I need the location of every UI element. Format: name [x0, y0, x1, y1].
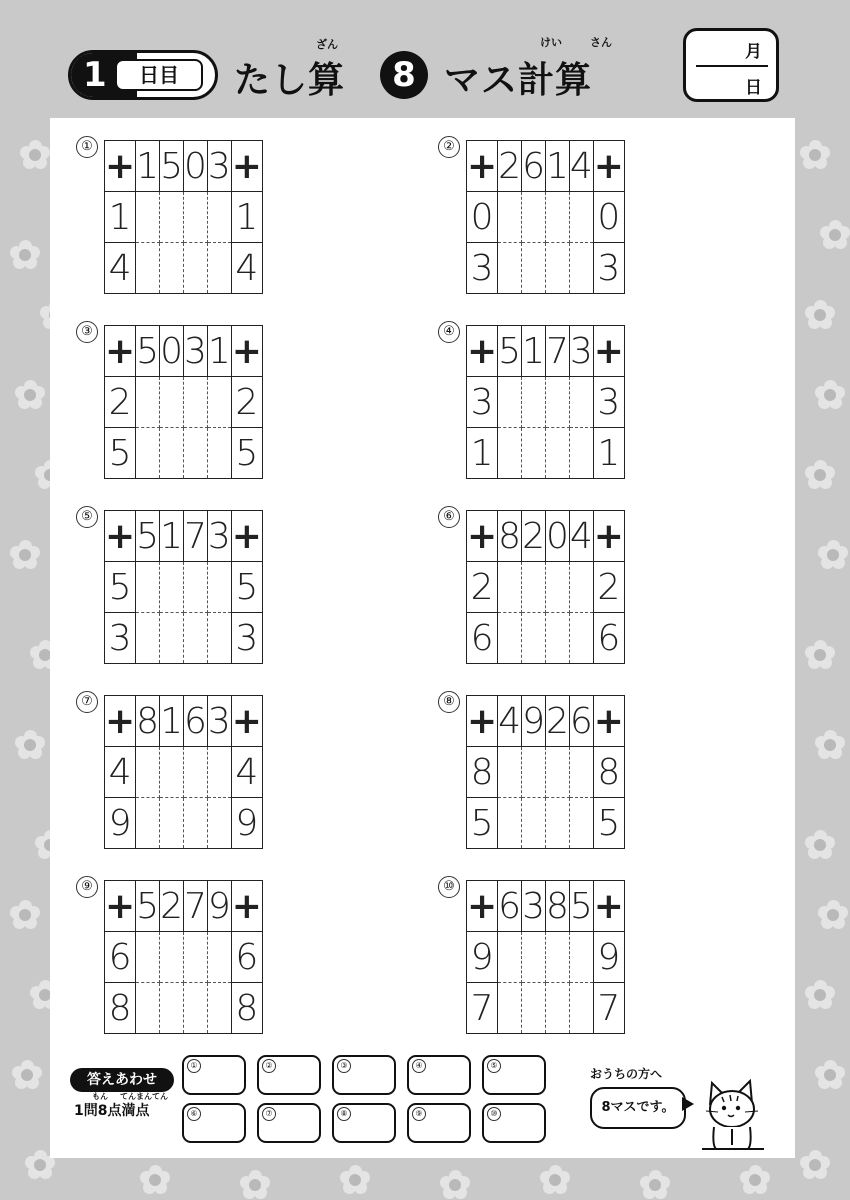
plus-sign: + [467, 881, 498, 932]
top-number: 7 [545, 326, 569, 377]
top-number: 3 [207, 511, 231, 562]
answer-cell[interactable] [522, 798, 546, 849]
flower-icon [540, 1165, 570, 1195]
answer-cell[interactable] [522, 192, 546, 243]
top-number: 1 [545, 141, 569, 192]
addition-grid [104, 510, 263, 664]
right-number: 3 [593, 377, 624, 428]
answer-cell[interactable] [207, 428, 231, 479]
answer-cell[interactable] [498, 562, 522, 613]
problem-number: ⑥ [438, 506, 460, 528]
right-number: 6 [593, 613, 624, 664]
answer-cell[interactable] [522, 377, 546, 428]
left-number: 0 [467, 192, 498, 243]
addition-grid [104, 880, 263, 1034]
top-number: 2 [522, 511, 546, 562]
left-number: 5 [105, 428, 136, 479]
right-number: 9 [231, 798, 262, 849]
flower-icon [340, 1165, 370, 1195]
plus-sign: + [231, 326, 262, 377]
left-number: 8 [467, 747, 498, 798]
plus-sign: + [105, 141, 136, 192]
plus-sign: + [105, 881, 136, 932]
score-box-number: ④ [412, 1059, 426, 1073]
answer-cell[interactable] [207, 613, 231, 664]
top-number: 1 [136, 141, 160, 192]
answer-cell[interactable] [522, 983, 546, 1034]
problem-number: ③ [76, 321, 98, 343]
answer-cell[interactable] [569, 613, 593, 664]
left-number: 4 [105, 243, 136, 294]
problem-number: ⑨ [76, 876, 98, 898]
title-ruby-2: さん [590, 36, 612, 49]
top-number: 4 [569, 511, 593, 562]
top-number: 6 [498, 881, 522, 932]
right-number: 4 [231, 243, 262, 294]
addition-grid [466, 695, 625, 849]
flower-icon [640, 1170, 670, 1200]
right-number: 5 [593, 798, 624, 849]
answer-cell[interactable] [569, 798, 593, 849]
top-number: 3 [522, 881, 546, 932]
flower-icon [240, 1170, 270, 1200]
problem-number: ① [76, 136, 98, 158]
answer-cell[interactable] [183, 243, 207, 294]
top-number: 3 [183, 326, 207, 377]
top-number: 0 [545, 511, 569, 562]
answer-cell[interactable] [569, 192, 593, 243]
plus-sign: + [467, 511, 498, 562]
plus-sign: + [467, 696, 498, 747]
answer-cell[interactable] [498, 428, 522, 479]
flower-icon [20, 140, 50, 170]
top-number: 5 [498, 326, 522, 377]
title-ruby-1: けい [540, 36, 562, 49]
flower-icon [10, 540, 40, 570]
left-number: 2 [105, 377, 136, 428]
answer-cell[interactable] [207, 932, 231, 983]
score-box-number: ⑦ [262, 1107, 276, 1121]
right-number: 8 [231, 983, 262, 1034]
flower-icon [805, 830, 835, 860]
answer-cell[interactable] [545, 192, 569, 243]
plus-sign: + [231, 696, 262, 747]
flower-icon [815, 730, 845, 760]
answer-cell[interactable] [522, 428, 546, 479]
flower-icon [818, 540, 848, 570]
answer-cell[interactable] [183, 747, 207, 798]
flower-icon [800, 1150, 830, 1180]
top-number: 9 [522, 696, 546, 747]
addition-grid [466, 325, 625, 479]
answer-cell[interactable] [160, 747, 184, 798]
day-indicator [68, 50, 218, 100]
plus-sign: + [593, 511, 624, 562]
top-number: 3 [569, 326, 593, 377]
answer-cell[interactable] [545, 983, 569, 1034]
right-number: 4 [231, 747, 262, 798]
plus-sign: + [593, 696, 624, 747]
problem-number: ⑧ [438, 691, 460, 713]
top-number: 3 [207, 696, 231, 747]
left-number: 6 [467, 613, 498, 664]
answer-cell[interactable] [160, 377, 184, 428]
answer-cell[interactable] [498, 932, 522, 983]
flower-icon [805, 980, 835, 1010]
flower-icon [15, 730, 45, 760]
left-number: 1 [467, 428, 498, 479]
top-number: 1 [522, 326, 546, 377]
problem-number: ⑦ [76, 691, 98, 713]
answer-cell[interactable] [136, 562, 160, 613]
top-number: 8 [136, 696, 160, 747]
score-box-number: ⑧ [337, 1107, 351, 1121]
top-number: 8 [498, 511, 522, 562]
score-box[interactable] [182, 1055, 246, 1095]
addition-grid [104, 325, 263, 479]
subject-title: たし算 [234, 60, 346, 101]
flower-icon [10, 900, 40, 930]
answer-cell[interactable] [545, 243, 569, 294]
answer-cell[interactable] [207, 192, 231, 243]
left-number: 9 [467, 932, 498, 983]
score-box[interactable] [407, 1055, 471, 1095]
top-number: 6 [569, 696, 593, 747]
right-number: 7 [593, 983, 624, 1034]
right-number: 2 [593, 562, 624, 613]
answer-cell[interactable] [207, 243, 231, 294]
answer-cell[interactable] [136, 192, 160, 243]
answer-cell[interactable] [569, 428, 593, 479]
top-number: 3 [207, 141, 231, 192]
answer-cell[interactable] [136, 377, 160, 428]
bubble-tail [682, 1097, 694, 1111]
score-box-number: ⑩ [487, 1107, 501, 1121]
plus-sign: + [231, 511, 262, 562]
plus-sign: + [467, 326, 498, 377]
left-number: 5 [105, 562, 136, 613]
score-box[interactable] [407, 1103, 471, 1143]
answer-cell[interactable] [136, 798, 160, 849]
flower-icon [818, 900, 848, 930]
answer-cell[interactable] [160, 562, 184, 613]
addition-grid [466, 510, 625, 664]
top-number: 5 [160, 141, 184, 192]
left-number: 7 [467, 983, 498, 1034]
right-number: 3 [593, 243, 624, 294]
answer-check-badge: 答えあわせ [70, 1068, 174, 1092]
answer-cell[interactable] [160, 428, 184, 479]
top-number: 4 [569, 141, 593, 192]
top-number: 2 [498, 141, 522, 192]
top-number: 4 [498, 696, 522, 747]
answer-cell[interactable] [545, 747, 569, 798]
right-number: 3 [231, 613, 262, 664]
answer-cell[interactable] [136, 428, 160, 479]
left-number: 1 [105, 192, 136, 243]
top-number: 7 [183, 511, 207, 562]
answer-cell[interactable] [183, 613, 207, 664]
answer-cell[interactable] [207, 377, 231, 428]
answer-cell[interactable] [183, 798, 207, 849]
day-number: 1 [83, 55, 107, 95]
score-box[interactable] [332, 1103, 396, 1143]
right-number: 9 [593, 932, 624, 983]
answer-cell[interactable] [207, 798, 231, 849]
score-box[interactable] [257, 1103, 321, 1143]
plus-sign: + [593, 881, 624, 932]
answer-cell[interactable] [545, 562, 569, 613]
answer-cell[interactable] [522, 243, 546, 294]
addition-grid [104, 695, 263, 849]
plus-sign: + [231, 141, 262, 192]
answer-cell[interactable] [569, 243, 593, 294]
top-number: 5 [136, 881, 160, 932]
answer-cell[interactable] [569, 983, 593, 1034]
flower-icon [805, 300, 835, 330]
answer-cell[interactable] [183, 562, 207, 613]
problem-number: ④ [438, 321, 460, 343]
left-number: 5 [467, 798, 498, 849]
top-number: 1 [207, 326, 231, 377]
top-number: 1 [160, 696, 184, 747]
flower-icon [740, 1165, 770, 1195]
answer-cell[interactable] [498, 192, 522, 243]
answer-cell[interactable] [498, 243, 522, 294]
answer-cell[interactable] [498, 747, 522, 798]
answer-cell[interactable] [183, 377, 207, 428]
top-number: 9 [207, 881, 231, 932]
answer-cell[interactable] [160, 932, 184, 983]
answer-cell[interactable] [569, 562, 593, 613]
score-box-number: ⑨ [412, 1107, 426, 1121]
parent-message-bubble: 8マスです。 [590, 1087, 686, 1129]
left-number: 3 [467, 243, 498, 294]
plus-sign: + [467, 141, 498, 192]
flower-icon [820, 220, 850, 250]
top-number: 6 [183, 696, 207, 747]
date-divider [696, 65, 768, 67]
answer-cell[interactable] [136, 747, 160, 798]
answer-cell[interactable] [545, 377, 569, 428]
answer-cell[interactable] [522, 562, 546, 613]
right-number: 5 [231, 562, 262, 613]
cat-illustration [698, 1075, 768, 1150]
left-number: 8 [105, 983, 136, 1034]
flower-icon [140, 1165, 170, 1195]
top-number: 2 [160, 881, 184, 932]
answer-cell[interactable] [498, 613, 522, 664]
month-label: 月 [745, 42, 762, 62]
top-number: 0 [183, 141, 207, 192]
top-number: 0 [160, 326, 184, 377]
answer-cell[interactable] [569, 377, 593, 428]
score-box[interactable] [482, 1103, 546, 1143]
page-title: マス計算 [444, 60, 593, 101]
answer-cell[interactable] [522, 613, 546, 664]
score-ruby-mon: もん [92, 1092, 108, 1101]
answer-cell[interactable] [545, 798, 569, 849]
flower-icon [12, 1060, 42, 1090]
score-box-number: ③ [337, 1059, 351, 1073]
right-number: 0 [593, 192, 624, 243]
answer-cell[interactable] [183, 932, 207, 983]
flower-icon [15, 380, 45, 410]
answer-cell[interactable] [545, 932, 569, 983]
answer-cell[interactable] [498, 983, 522, 1034]
answer-cell[interactable] [569, 747, 593, 798]
plus-sign: + [593, 326, 624, 377]
score-box-number: ⑥ [187, 1107, 201, 1121]
answer-cell[interactable] [160, 243, 184, 294]
problem-number: ⑩ [438, 876, 460, 898]
problem-number: ⑤ [76, 506, 98, 528]
flower-icon [10, 240, 40, 270]
plus-sign: + [593, 141, 624, 192]
answer-cell[interactable] [183, 983, 207, 1034]
answer-cell[interactable] [545, 613, 569, 664]
flower-icon [805, 640, 835, 670]
top-number: 6 [522, 141, 546, 192]
answer-cell[interactable] [136, 613, 160, 664]
flower-icon [815, 1060, 845, 1090]
plus-sign: + [105, 326, 136, 377]
answer-cell[interactable] [160, 798, 184, 849]
date-label: 日 [745, 78, 762, 98]
right-number: 2 [231, 377, 262, 428]
answer-cell[interactable] [569, 932, 593, 983]
answer-cell[interactable] [160, 613, 184, 664]
top-number: 7 [183, 881, 207, 932]
answer-cell[interactable] [183, 428, 207, 479]
flower-icon [805, 460, 835, 490]
addition-grid [466, 140, 625, 294]
score-box-number: ② [262, 1059, 276, 1073]
addition-grid [466, 880, 625, 1034]
day-label: 日目 [115, 59, 203, 91]
right-number: 5 [231, 428, 262, 479]
top-number: 2 [545, 696, 569, 747]
answer-cell[interactable] [545, 428, 569, 479]
score-ruby-ten: てんまんてん [120, 1092, 168, 1101]
score-box[interactable] [257, 1055, 321, 1095]
flower-icon [800, 140, 830, 170]
count-badge: 8 [380, 51, 428, 99]
answer-cell[interactable] [160, 983, 184, 1034]
top-number: 8 [545, 881, 569, 932]
top-number: 5 [136, 326, 160, 377]
left-number: 3 [105, 613, 136, 664]
score-box[interactable] [332, 1055, 396, 1095]
answer-cell[interactable] [160, 192, 184, 243]
answer-cell[interactable] [498, 798, 522, 849]
top-number: 5 [569, 881, 593, 932]
left-number: 6 [105, 932, 136, 983]
left-number: 3 [467, 377, 498, 428]
answer-cell[interactable] [498, 377, 522, 428]
left-number: 2 [467, 562, 498, 613]
date-box[interactable] [683, 28, 779, 102]
left-number: 9 [105, 798, 136, 849]
score-box[interactable] [482, 1055, 546, 1095]
answer-cell[interactable] [522, 932, 546, 983]
addition-grid [104, 140, 263, 294]
answer-cell[interactable] [136, 932, 160, 983]
flower-icon [815, 380, 845, 410]
answer-cell[interactable] [207, 747, 231, 798]
score-box-number: ① [187, 1059, 201, 1073]
right-number: 6 [231, 932, 262, 983]
subject-ruby: ざん [316, 38, 338, 51]
right-number: 1 [593, 428, 624, 479]
plus-sign: + [105, 696, 136, 747]
top-number: 5 [136, 511, 160, 562]
flower-icon [440, 1170, 470, 1200]
score-box[interactable] [182, 1103, 246, 1143]
answer-cell[interactable] [522, 747, 546, 798]
right-number: 8 [593, 747, 624, 798]
left-number: 4 [105, 747, 136, 798]
score-box-number: ⑤ [487, 1059, 501, 1073]
top-number: 1 [160, 511, 184, 562]
answer-cell[interactable] [207, 983, 231, 1034]
answer-cell[interactable] [183, 192, 207, 243]
answer-cell[interactable] [136, 243, 160, 294]
parent-note-label: おうちの方へ [590, 1067, 663, 1081]
answer-cell[interactable] [136, 983, 160, 1034]
score-note: 1問8点満点 [74, 1103, 150, 1119]
plus-sign: + [231, 881, 262, 932]
problem-number: ② [438, 136, 460, 158]
plus-sign: + [105, 511, 136, 562]
right-number: 1 [231, 192, 262, 243]
answer-cell[interactable] [207, 562, 231, 613]
